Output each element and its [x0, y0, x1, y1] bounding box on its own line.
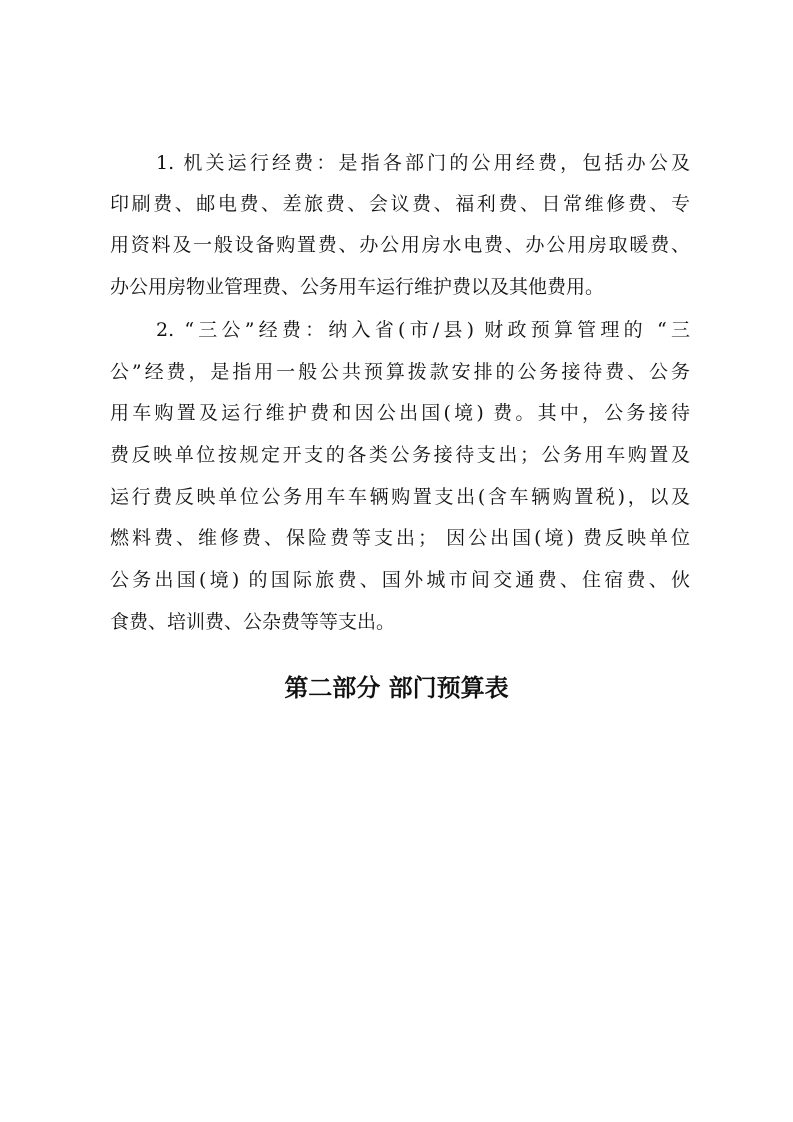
paragraph-line: 2. “三公”经费：纳入省(市/县) 财政预算管理的 “三: [156, 319, 690, 341]
paragraph-line: 1. 机关运行经费：是指各部门的公用经费，包括办公及: [156, 152, 690, 174]
paragraph-line: 燃料费、维修费、保险费等支出； 因公出国(境) 费反映单位: [110, 527, 690, 549]
paragraph-line: 用车购置及运行维护费和因公出国(境) 费。其中，公务接待: [110, 402, 690, 424]
paragraph-line: 公务出国(境) 的国际旅费、国外城市间交通费、住宿费、伙: [110, 569, 690, 591]
paragraph-line: 费反映单位按规定开支的各类公务接待支出；公务用车购置及: [110, 444, 690, 466]
section-heading: 第二部分 部门预算表: [284, 674, 509, 702]
paragraph-line: 食费、培训费、公杂费等等支出。: [110, 611, 396, 633]
paragraph-line: 公”经费，是指用一般公共预算拨款安排的公务接待费、公务: [110, 361, 690, 383]
paragraph-line: 办公用房物业管理费、公务用车运行维护费以及其他费用。: [110, 276, 605, 298]
paragraph-line: 运行费反映单位公务用车车辆购置支出(含车辆购置税)，以及: [110, 486, 690, 508]
paragraph-line: 印刷费、邮电费、差旅费、会议费、福利费、日常维修费、专: [110, 193, 690, 215]
paragraph-line: 用资料及一般设备购置费、办公用房水电费、办公用房取暖费、: [110, 234, 690, 256]
